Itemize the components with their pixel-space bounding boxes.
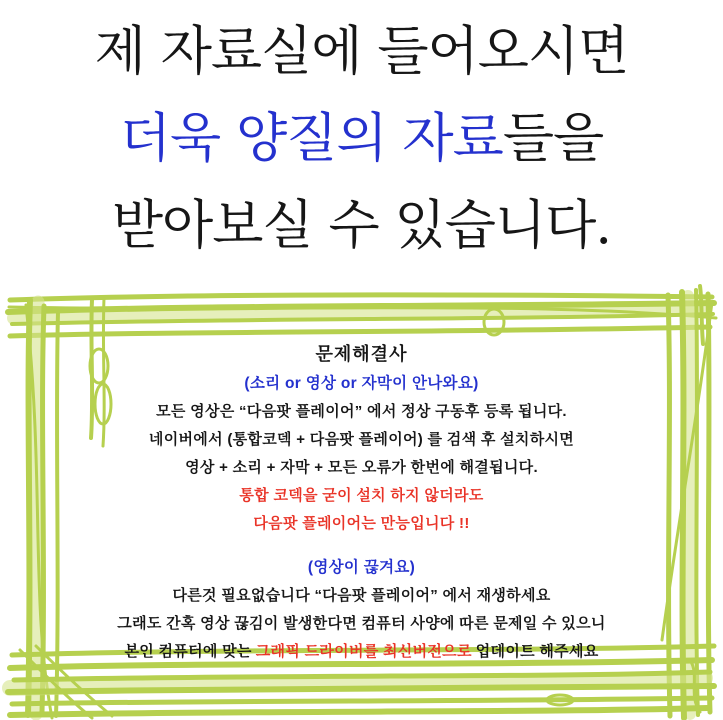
section1-line: 네이버에서 (통합코덱 + 다음팟 플레이어) 를 검색 후 설치하시면	[148, 431, 575, 448]
section1-line: 영상 + 소리 + 자막 + 모든 오류가 한번에 해결됩니다.	[185, 459, 538, 476]
section1-line: 모든 영상은 “다음팟 플레이어” 에서 정상 구동후 등록 됩니다.	[156, 403, 567, 420]
last-line-prefix: 본인 컴퓨터에 맞는	[124, 643, 252, 660]
section1-warning-line: 통합 코덱을 굳이 설치 하지 않더라도	[239, 487, 484, 504]
headline-line-2	[0, 95, 723, 182]
notice-box	[60, 338, 663, 666]
last-line-suffix: 업데이트 해주세요	[475, 643, 599, 660]
section1-subtitle: (소리 or 영상 or 자막이 안나와요)	[244, 375, 479, 392]
section2-subtitle: (영상이 끊겨요)	[307, 559, 416, 576]
section-gap	[60, 538, 663, 554]
headline-line-2-blue: 더욱 양질의 자료	[119, 108, 503, 169]
section2-line: 그래도 간혹 영상 끊김이 발생한다면 컴퓨터 사양에 따른 문제일 수 있으니	[117, 615, 606, 632]
section2-line: 다른것 필요없습니다 “다음팟 플레이어” 에서 재생하세요	[172, 587, 551, 604]
notice-title: 문제해결사	[315, 344, 408, 364]
headline-line-3: 받아보실 수 있습니다.	[111, 195, 612, 256]
section1-warning-line: 다음팟 플레이어는 만능입니다 !!	[253, 515, 470, 532]
headline-line-1: 제 자료실에 들어오시면	[94, 21, 629, 82]
headline-line-2-black: 들을	[502, 108, 604, 169]
headline	[0, 8, 723, 269]
section2-last-line	[60, 638, 663, 666]
last-line-highlight: 그래픽 드라이버를 최신버전으로	[255, 643, 472, 660]
